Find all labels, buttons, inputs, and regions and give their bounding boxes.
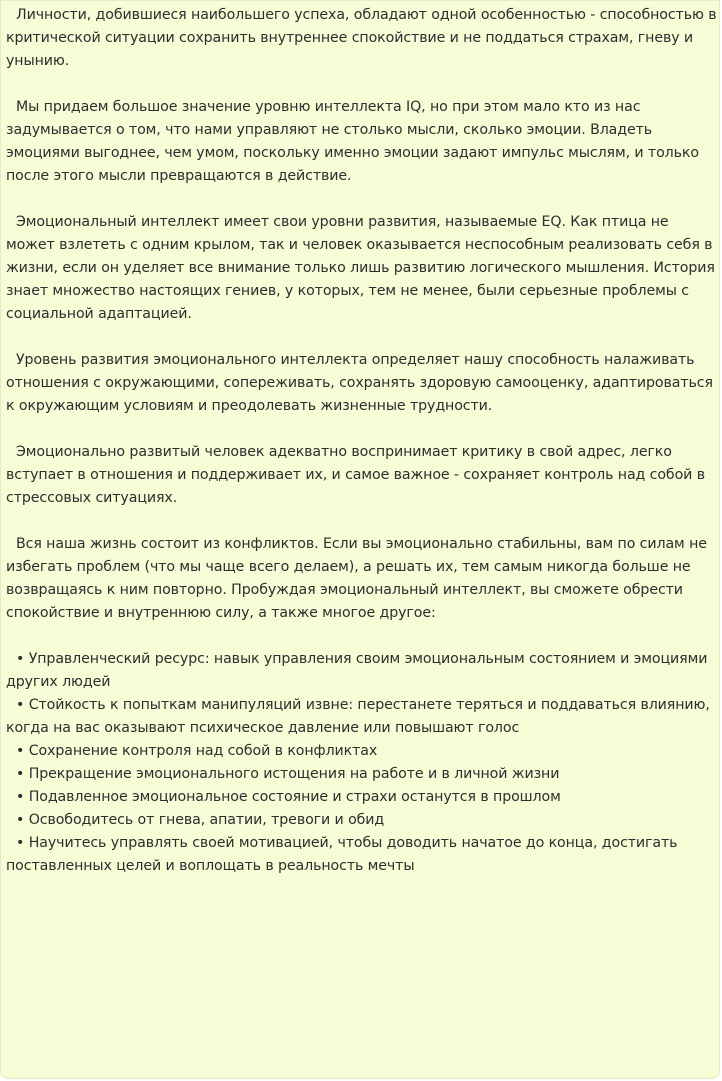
paragraph-4: Уровень развития эмоционального интеллекта определяет нашу способность налаживать отношения с окружающими, сопереживать, сохранять здоровую самооценку, адаптироваться к окружающим условиям и преодолевать жизненные трудности. <box>6 352 713 414</box>
list-item <box>6 809 718 832</box>
bullet-icon: • <box>16 697 25 713</box>
bullet-icon: • <box>16 766 25 782</box>
benefits-list <box>6 648 718 878</box>
paragraph-5: Эмоционально развитый человек адекватно воспринимает критику в свой адрес, легко вступает в отношения и поддерживает их, и самое важное - сохраняет контроль над собой в стрессовых ситуациях. <box>6 444 705 506</box>
list-item <box>6 694 718 740</box>
paragraph-6: Вся наша жизнь состоит из конфликтов. Если вы эмоционально стабильны, вам по силам не избегать проблем (что мы чаще всего делаем), а решать их, тем самым никогда больше не возвращаясь к ним повторно. Пробуждая эмоциональный интеллект, вы сможете обрести спокойствие и внутреннюю силу, а также многое другое: <box>6 536 707 621</box>
paragraph-2: Мы придаем большое значение уровню интеллекта IQ, но при этом мало кто из нас задумывается о том, что нами управляют не столько мысли, сколько эмоции. Владеть эмоциями выгоднее, чем умом, поскольку именно эмоции задают импульс мыслям, и только после этого мысли превращаются в действие. <box>6 99 699 184</box>
list-item <box>6 648 718 694</box>
list-item-text: Сохранение контроля над собой в конфликтах <box>28 743 378 759</box>
paragraph-3: Эмоциональный интеллект имеет свои уровни развития, называемые EQ. Как птица не может взлететь с одним крылом, так и человек оказывается неспособным реализовать себя в жизни, если он уделяет все внимание только лишь развитию логического мышления. История знает множество настоящих гениев, у которых, тем не менее, были серьезные проблемы с социальной адаптацией. <box>6 214 715 322</box>
list-item-text: Подавленное эмоциональное состояние и страхи останутся в прошлом <box>28 789 561 805</box>
list-item-text: Прекращение эмоционального истощения на работе и в личной жизни <box>28 766 560 782</box>
bullet-icon: • <box>16 789 25 805</box>
list-item <box>6 832 718 878</box>
list-item-text: Стойкость к попыткам манипуляций извне: перестанете теряться и поддаваться влиянию, когда на вас оказывают психическое давление или повышают голос <box>6 697 710 736</box>
paragraph-1: Личности, добившиеся наибольшего успеха, обладают одной особенностью - способностью в критической ситуации сохранить внутреннее спокойствие и не поддаться страхам, гневу и унынию. <box>6 7 717 69</box>
article-content <box>6 4 718 878</box>
bullet-icon: • <box>16 812 25 828</box>
list-item-text: Управленческий ресурс: навык управления своим эмоциональным состоянием и эмоциями других людей <box>6 651 708 690</box>
list-item <box>6 786 718 809</box>
list-item <box>6 763 718 786</box>
list-item-text: Научитесь управлять своей мотивацией, чтобы доводить начатое до конца, достигать поставленных целей и воплощать в реальность мечты <box>6 835 678 874</box>
bullet-icon: • <box>16 835 25 851</box>
bullet-icon: • <box>16 651 25 667</box>
list-item-text: Освободитесь от гнева, апатии, тревоги и обид <box>28 812 385 828</box>
list-item <box>6 740 718 763</box>
bullet-icon: • <box>16 743 25 759</box>
